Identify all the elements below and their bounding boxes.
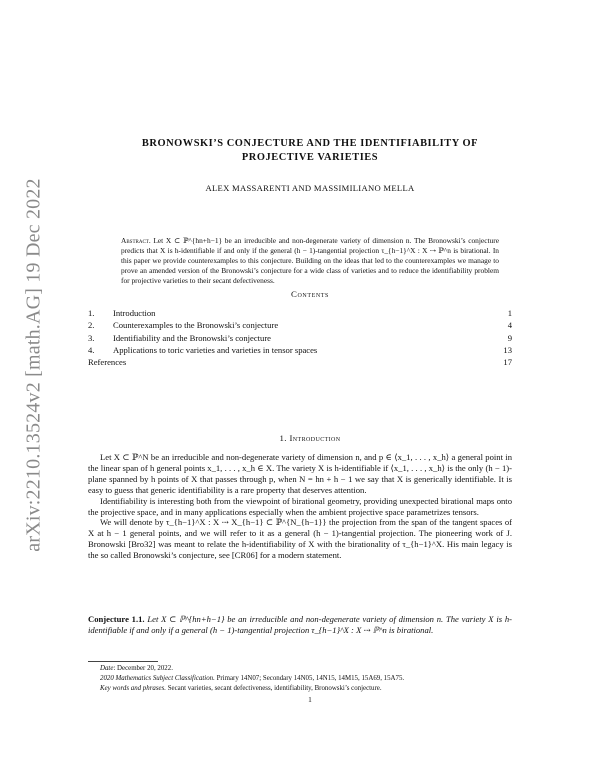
toc-entry-title: Introduction (113, 308, 156, 319)
toc-entry[interactable] (88, 307, 512, 319)
toc-entry-page: 1 (507, 308, 512, 319)
footnote-keywords (88, 684, 512, 694)
toc-entry-title: Applications to toric varieties and varieties in tensor spaces (113, 345, 318, 356)
arxiv-sidebar-stamp (8, 135, 60, 595)
introduction-body (88, 452, 512, 561)
date-label: Date (100, 665, 114, 672)
conjecture-text: Let X ⊂ ℙ^{hn+h−1} be an irreducible and non-degenerate variety of dimension n. The variety X is h-identifiable if and only if a general (h − 1)-tangential projection τ_{h−1}^X : X ⇢ ℙ^n is birational. (88, 614, 512, 635)
footnote-rule (88, 661, 158, 662)
msc-value: Primary 14N07; Secondary 14N05, 14N15, 14M15, 15A69, 15A75. (214, 674, 405, 682)
contents-heading: Contents (291, 289, 329, 299)
toc-entry-number: 4. (88, 345, 95, 356)
abstract-label: Abstract. (121, 236, 151, 245)
table-of-contents (88, 307, 512, 368)
msc-label: 2020 Mathematics Subject Classification. (100, 674, 215, 682)
toc-entry-page: 4 (507, 320, 512, 331)
toc-entry-page: 9 (507, 332, 512, 343)
toc-entry-number: 2. (88, 320, 95, 331)
section-heading: 1. Introduction (279, 433, 341, 443)
page-number: 1 (308, 695, 312, 704)
toc-entry[interactable] (88, 332, 512, 344)
toc-entry-title: Counterexamples to the Bronowski’s conjecture (113, 320, 279, 331)
paper-title (80, 137, 540, 165)
footnotes (88, 664, 512, 693)
title-line-2: PROJECTIVE VARIETIES (241, 152, 379, 163)
title-line-1: BRONOWSKI’S CONJECTURE AND THE IDENTIFIABILITY OF (141, 138, 479, 149)
toc-entry-title: References (88, 357, 127, 368)
toc-entry[interactable] (88, 319, 512, 331)
author-list: ALEX MASSARENTI AND MASSIMILIANO MELLA (205, 183, 415, 193)
keywords-value: Secant varieties, secant defectiveness, identifiability, Bronowski’s conjecture. (165, 684, 382, 692)
abstract (121, 236, 499, 286)
toc-entry-page: 17 (503, 357, 512, 368)
footnote-msc (88, 674, 512, 684)
paragraph: We will denote by τ_{h−1}^X : X ⇢ X_{h−1} ⊂ ℙ^{N_{h−1}} the projection from the span of the tangent spaces of X at h − 1 general points, and we will refer to it as a general (h − 1)-tangential projection. The pioneering work of J. Bronowski [Bro32] was meant to relate the h-identifiability of X with the birationality of τ_{h−1}^X. His main legacy is the so called Bronowski’s conjecture, see [CR06] for a modern statement. (88, 517, 512, 561)
date-value: : December 20, 2022. (113, 665, 173, 672)
footnote-date (88, 664, 512, 674)
toc-entry-title: Identifiability and the Bronowski’s conjecture (113, 332, 271, 343)
toc-entry-number: 3. (88, 332, 95, 343)
abstract-text: Let X ⊂ ℙ^{hn+h−1} be an irreducible and non-degenerate variety of dimension n. The Bronowski’s conjecture predicts that X is h-identifiable if and only if the general (h − 1)-tangential projection τ_{h−1}^X : X ⇢ ℙ^n is birational. In this paper we provide counterexamples to this conjecture. Building on the ideas that led to the counterexamples we manage to prove an amended version of the Bronowski’s conjecture for a wide class of varieties and to reduce the identifiability problem for projective varieties to their secant defectiveness. (121, 236, 499, 285)
keywords-label: Key words and phrases. (100, 684, 166, 692)
arxiv-identifier: arXiv:2210.13524v2 [math.AG] 19 Dec 2022 (22, 178, 45, 552)
toc-entry-page: 13 (503, 345, 512, 356)
conjecture-label: Conjecture 1.1. (88, 614, 145, 624)
toc-entry-number: 1. (88, 308, 95, 319)
toc-entry[interactable] (88, 356, 512, 368)
conjecture-block (88, 614, 512, 636)
paragraph: Identifiability is interesting both from the viewpoint of birational geometry, providing unexpected birational maps onto the projective space, and in many applications especially when the ambient projective space parametrizes tensors. (88, 495, 512, 517)
toc-entry[interactable] (88, 344, 512, 356)
paragraph: Let X ⊂ ℙ^N be an irreducible and non-degenerate variety of dimension n, and p ∈ ⟨x_1, . . . , x_h⟩ a general point in the linear span of h general points x_1, . . . , x_h ∈ X. The variety X is h-identifiable if ⟨x_1, . . . , x_h⟩ is the only (h − 1)-plane spanned by h points of X that passes through p, when N = hn + h − 1 we say that X is generically identifiable. It is easy to guess that generic identifiability is a rare property that deserves attention. (88, 452, 512, 495)
